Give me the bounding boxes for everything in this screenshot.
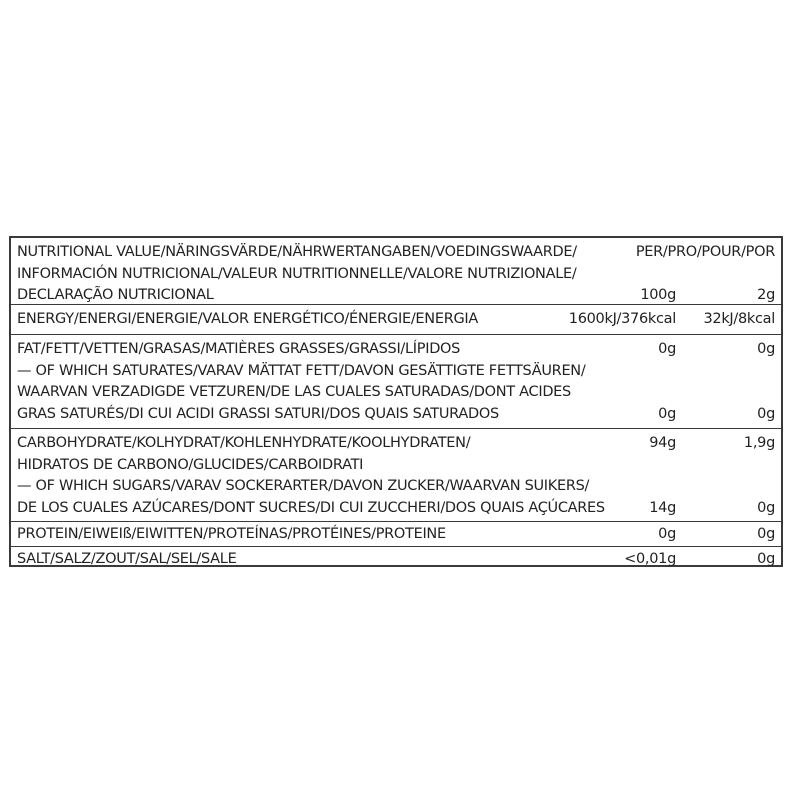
- saturates-value-portion: 0g: [757, 405, 775, 422]
- salt-value-100g: <0,01g: [624, 551, 676, 567]
- fat-label: FAT/FETT/VETTEN/GRASAS/MATIÈRES GRASSES/GRASSI/LÍPIDOS: [17, 341, 461, 357]
- saturates-label-line-1: — OF WHICH SATURATES/VARAV MÄTTAT FETT/DAVON GESÄTTIGTE FETTSÄUREN/: [17, 362, 586, 379]
- protein-label: PROTEIN/EIWEIß/EIWITTEN/PROTEÍNAS/PROTÉINES/PROTEINE: [17, 526, 446, 542]
- energy-row: [11, 305, 781, 335]
- title-line-3: DECLARAÇÃO NUTRICIONAL: [17, 287, 214, 303]
- sugars-value-portion: 0g: [757, 499, 775, 516]
- fat-value-portion: 0g: [757, 341, 775, 357]
- column-portion: 2g: [757, 287, 775, 303]
- protein-value-portion: 0g: [757, 526, 775, 542]
- protein-row: [11, 522, 781, 547]
- sugars-label-line-1: — OF WHICH SUGARS/VARAV SOCKERARTER/DAVON ZUCKER/WAARVAN SUIKERS/: [17, 478, 590, 494]
- fat-row: [11, 335, 781, 429]
- carbohydrate-value-100g: 94g: [649, 435, 676, 451]
- per-label: PER/PRO/POUR/POR: [635, 244, 775, 260]
- salt-row: [11, 547, 781, 572]
- salt-value-portion: 0g: [757, 551, 775, 567]
- title-line-1: NUTRITIONAL VALUE/NÄRINGSVÄRDE/NÄHRWERTANGABEN/VOEDINGSWAARDE/: [17, 244, 577, 260]
- carbohydrate-label-line-2: HIDRATOS DE CARBONO/GLUCIDES/CARBOIDRATI: [17, 456, 364, 473]
- saturates-label-line-2: WAARVAN VERZADIGDE VETZUREN/DE LAS CUALES SATURADAS/DONT ACIDES: [17, 384, 571, 400]
- energy-value-100g: 1600kJ/376kcal: [568, 311, 676, 327]
- header-row: [11, 238, 781, 305]
- sugars-value-100g: 14g: [649, 499, 676, 516]
- sugars-label-line-2: DE LOS CUALES AZÚCARES/DONT SUCRES/DI CUI ZUCCHERI/DOS QUAIS AÇÚCARES: [17, 499, 605, 516]
- salt-label: SALT/SALZ/ZOUT/SAL/SEL/SALE: [17, 551, 237, 567]
- energy-label: ENERGY/ENERGI/ENERGIE/VALOR ENERGÉTICO/ÉNERGIE/ENERGIA: [17, 311, 478, 327]
- saturates-label-line-3: GRAS SATURÉS/DI CUI ACIDI GRASSI SATURI/DOS QUAIS SATURADOS: [17, 405, 499, 422]
- column-100g: 100g: [640, 287, 676, 303]
- fat-value-100g: 0g: [658, 341, 676, 357]
- protein-value-100g: 0g: [658, 526, 676, 542]
- nutrition-table: [9, 236, 783, 567]
- title-line-2: INFORMACIÓN NUTRICIONAL/VALEUR NUTRITIONNELLE/VALORE NUTRIZIONALE/: [17, 265, 577, 282]
- saturates-value-100g: 0g: [658, 405, 676, 422]
- energy-value-portion: 32kJ/8kcal: [703, 311, 775, 327]
- carbohydrate-row: [11, 429, 781, 522]
- carbohydrate-label-line-1: CARBOHYDRATE/KOLHYDRAT/KOHLENHYDRATE/KOOLHYDRATEN/: [17, 435, 471, 451]
- carbohydrate-value-portion: 1,9g: [743, 435, 775, 451]
